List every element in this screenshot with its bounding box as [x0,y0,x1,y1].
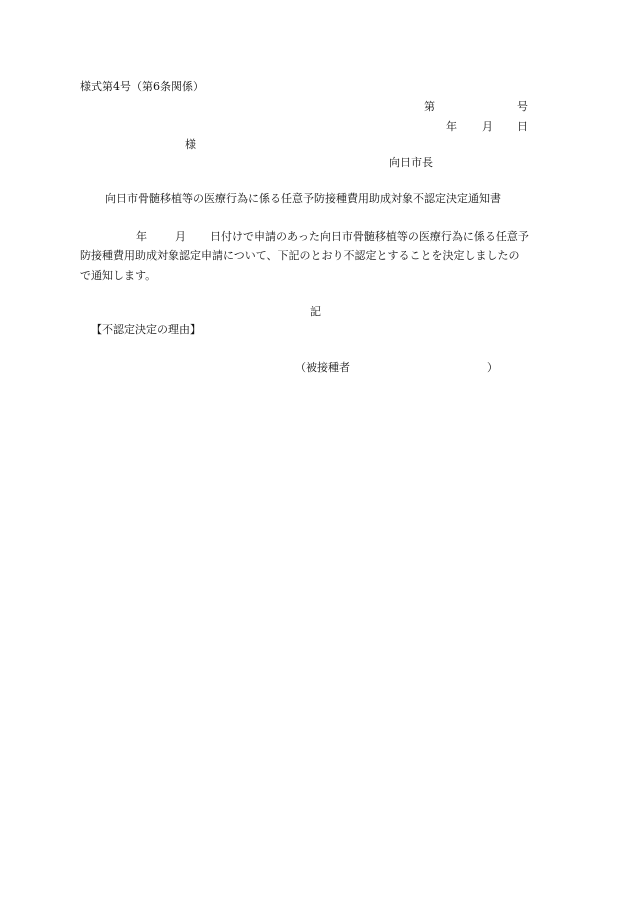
ki-heading: 記 [310,305,321,318]
body-line-2: 防接種費用助成対象認定申請について、下記のとおり不認定とすることを決定しましたの [80,249,520,262]
patient-label: （被接種者 [295,361,350,374]
form-number: 様式第4号（第6条関係） [80,80,204,93]
date-year-label: 年 [446,120,457,133]
document-number-suffix: 号 [517,100,528,113]
document-title: 向日市骨髄移植等の医療行為に係る任意予防接種費用助成対象不認定決定通知書 [105,192,501,205]
addressee-suffix: 様 [185,138,196,151]
body-year-label: 年 [136,230,147,243]
body-line-1: 日付けで申請のあった向日市骨髄移植等の医療行為に係る任意予 [210,230,529,243]
date-day-label: 日 [517,120,528,133]
body-line-3: で通知します。 [80,269,157,282]
issuer-name: 向日市長 [389,156,433,169]
date-month-label: 月 [482,120,493,133]
patient-close-paren: ） [487,361,498,374]
reason-heading: 【不認定決定の理由】 [91,323,201,336]
document-number-prefix: 第 [424,100,435,113]
body-month-label: 月 [175,230,186,243]
